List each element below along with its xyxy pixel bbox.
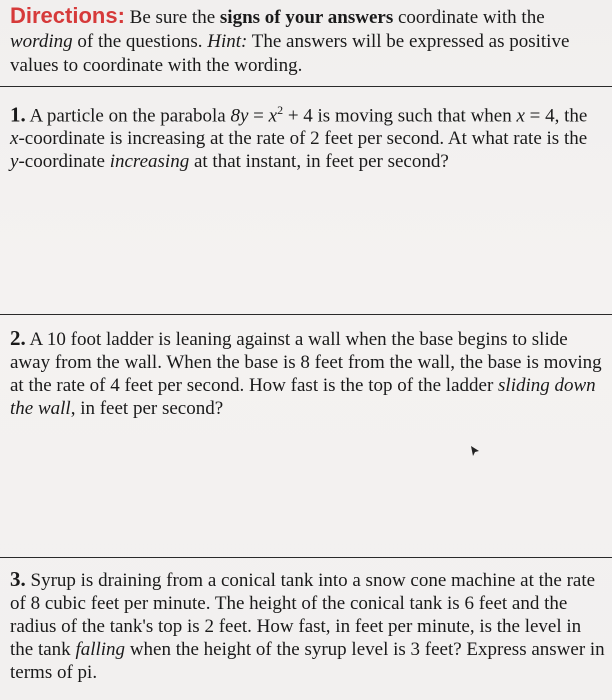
question-2-emphasis: sliding down the wall (10, 375, 596, 419)
question-1-emphasis: increasing (109, 151, 190, 173)
pointer-arrow-icon (470, 445, 480, 457)
equation-rest: + 4 (283, 105, 313, 127)
divider-3 (0, 557, 612, 558)
directions-hint-label: Hint: (207, 31, 248, 52)
question-1-text: the (559, 105, 588, 127)
directions-block (0, 4, 612, 78)
question-3-emphasis: falling (75, 639, 126, 660)
x-variable: x (10, 128, 19, 150)
directions-text-a: Be sure the (124, 7, 220, 28)
equation (230, 105, 248, 126)
y-variable: y (10, 151, 19, 173)
directions-heading: Directions: (10, 3, 125, 28)
question-1-number: 1. (10, 102, 26, 127)
question-1-text: is moving such that when (312, 105, 517, 127)
divider-2 (0, 314, 612, 315)
question-1-text: A particle on the parabola (25, 105, 231, 127)
divider-1 (0, 86, 612, 87)
condition-value: = 4, (524, 105, 560, 127)
equation-lhs: 8y (230, 105, 249, 127)
question-1-text: -coordinate (18, 151, 110, 173)
equation-equals: = (248, 105, 269, 127)
directions-bold-phrase: signs of your answers (219, 7, 394, 28)
question-2-number: 2. (10, 326, 26, 350)
question-3-number: 3. (10, 567, 26, 591)
question-2-text: A 10 foot ladder is leaning against a wall when the base begins to slide away from the wall. When the base is 8 feet from the wall, the base is moving at the rate of 4 feet per second. How fast is the top of the ladder (10, 329, 602, 396)
question-2 (0, 327, 612, 420)
question-1 (0, 99, 612, 173)
question-3-text: when the height of the syrup level is 3 feet? Express answer in terms of pi. (10, 639, 605, 683)
condition-variable: x (516, 105, 525, 127)
question-3-text: Syrup is draining from a conical tank into a snow cone machine at the rate of 8 cubic feet per minute. The height of the conical tank is 6 feet and the radius of the tank's top is 2 feet. How fast, in feet per minute, is the level in the tank (10, 570, 596, 660)
question-2-text: , in feet per second? (70, 398, 224, 419)
directions-text-d: The answers will be expressed as positive values to coordinate with the wording. (10, 31, 570, 76)
directions-text-b: coordinate with the (393, 7, 545, 28)
question-1-text: -coordinate is increasing at the rate of 2 feet per second. At what rate is the (18, 128, 588, 150)
directions-text-c: of the questions. (72, 31, 208, 52)
directions-italic-wording: wording (10, 31, 73, 52)
question-3 (0, 568, 612, 684)
equation-x: x (268, 105, 278, 127)
equation-exponent: 2 (277, 103, 284, 117)
question-1-text: at that instant, in feet per second? (189, 151, 449, 173)
